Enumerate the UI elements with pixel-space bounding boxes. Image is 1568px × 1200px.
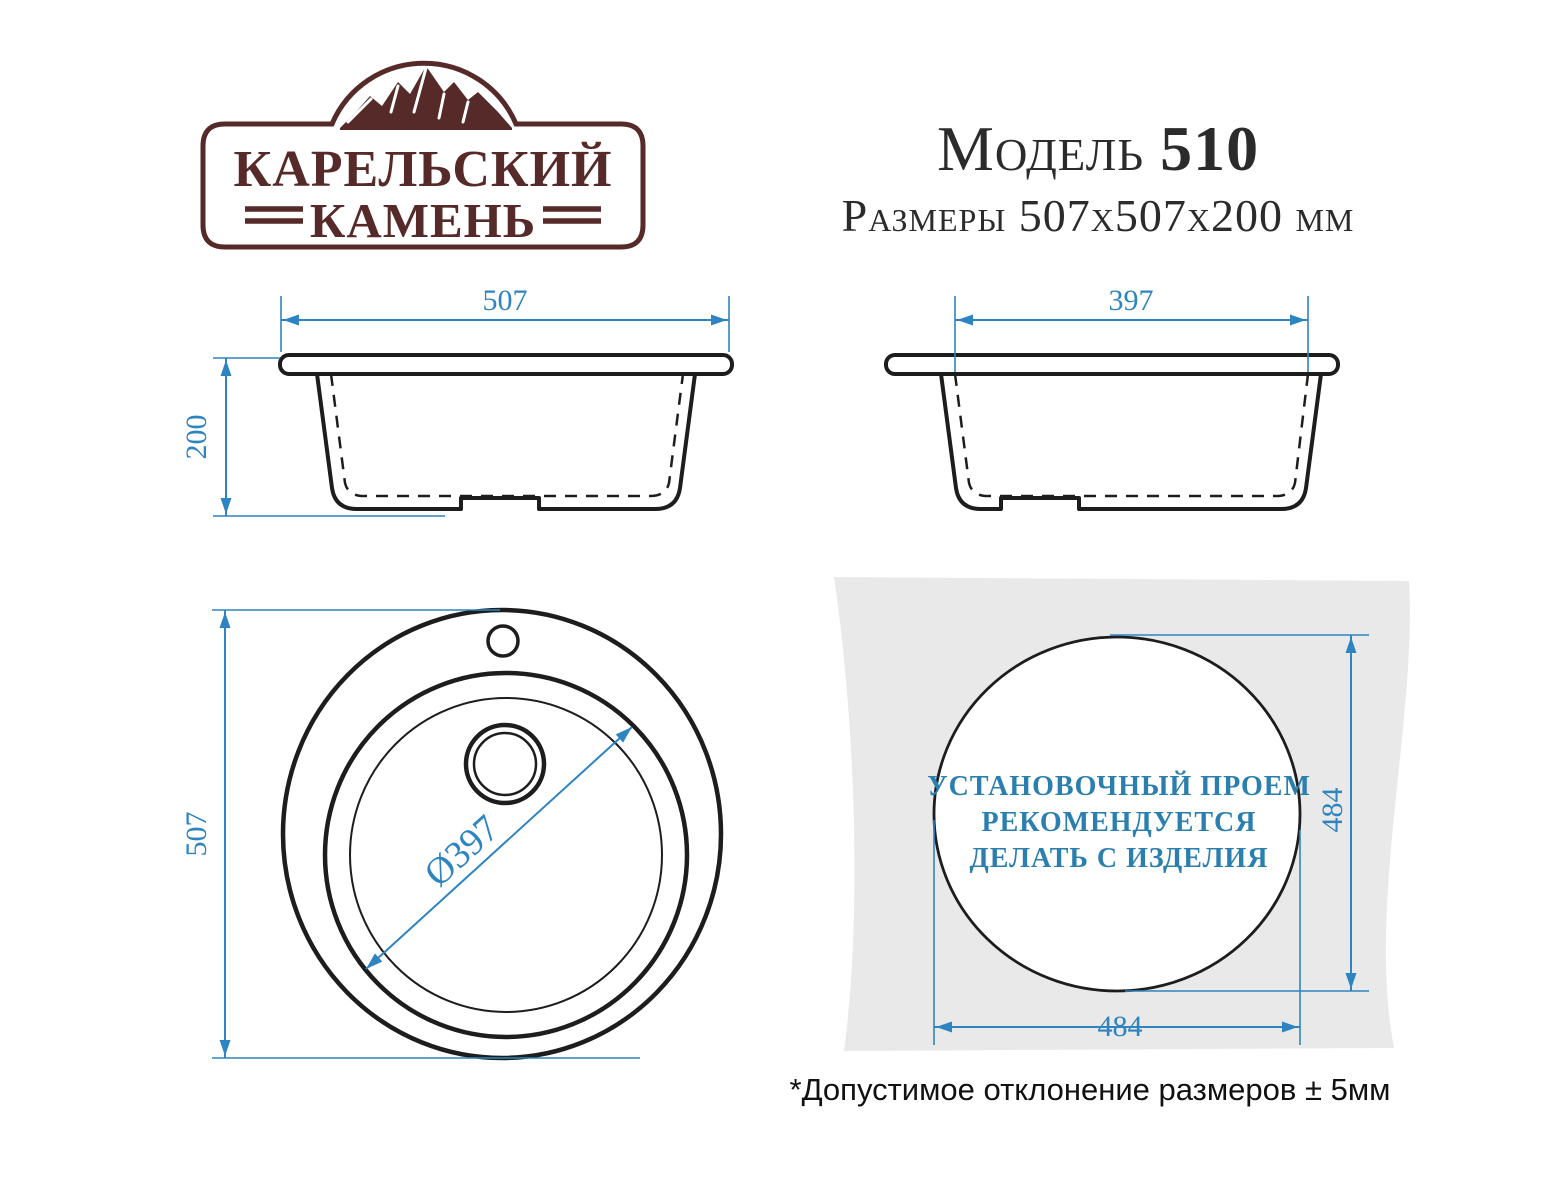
installation-note-line2: РЕКОМЕНДУЕТСЯ xyxy=(981,807,1257,838)
arrowhead-icon xyxy=(220,612,231,628)
install-height-dim-label: 484 xyxy=(1316,787,1349,833)
drain-hole-outer xyxy=(466,725,544,803)
model-label: Модель xyxy=(936,113,1145,184)
arrowhead-icon xyxy=(220,1040,231,1056)
brand-logo xyxy=(203,63,643,248)
top-height-dim-label: 507 xyxy=(180,811,213,857)
logo-text-line1: КАРЕЛЬСКИЙ xyxy=(233,141,613,198)
size-subtitle: Размеры 507x507x200 мм xyxy=(841,190,1355,241)
header-block xyxy=(842,113,1355,241)
front-height-dimension xyxy=(180,358,445,516)
dimension-line xyxy=(366,727,632,969)
arrowhead-icon xyxy=(221,498,232,514)
side-rim-outline xyxy=(886,355,1338,374)
top-view-bowl-edge xyxy=(325,673,687,1037)
side-bowl-outline xyxy=(941,374,1321,509)
model-number: 510 xyxy=(1160,113,1260,184)
tolerance-footnote: *Допустимое отклонение размеров ± 5мм xyxy=(789,1072,1391,1107)
top-view xyxy=(180,610,721,1058)
side-width-dim-label: 397 xyxy=(1108,284,1154,317)
arrowhead-icon xyxy=(957,315,973,326)
front-bowl-outline xyxy=(317,374,695,509)
side-bowl-hidden-edge xyxy=(955,374,1308,496)
front-section-view xyxy=(180,284,732,516)
side-section-view xyxy=(886,284,1338,509)
installation-note-line1: УСТАНОВОЧНЫЙ ПРОЕМ xyxy=(927,771,1311,802)
front-width-dim-label: 507 xyxy=(482,284,528,317)
arrowhead-icon xyxy=(1290,315,1306,326)
faucet-hole xyxy=(488,626,518,656)
logo-text-line2: КАМЕНЬ xyxy=(309,193,537,248)
front-height-dim-label: 200 xyxy=(180,414,213,460)
installation-panel xyxy=(834,577,1410,1051)
front-bowl-hidden-edge xyxy=(331,374,683,496)
top-height-dimension xyxy=(180,610,640,1058)
arrowhead-icon xyxy=(221,360,232,376)
top-view-bowl-inner-edge xyxy=(350,698,662,1012)
bowl-diameter-dim-label: Ø397 xyxy=(416,807,508,895)
installation-note xyxy=(927,771,1311,874)
drain-hole-inner xyxy=(474,733,536,795)
arrowhead-icon xyxy=(711,315,727,326)
front-width-dimension xyxy=(281,284,729,352)
installation-note-line3: ДЕЛАТЬ С ИЗДЕЛИЯ xyxy=(969,843,1269,874)
arrowhead-icon xyxy=(283,315,299,326)
bowl-diameter-dimension xyxy=(366,727,632,969)
model-title xyxy=(937,113,1259,184)
install-width-dim-label: 484 xyxy=(1097,1010,1143,1043)
front-rim-outline xyxy=(280,355,732,374)
